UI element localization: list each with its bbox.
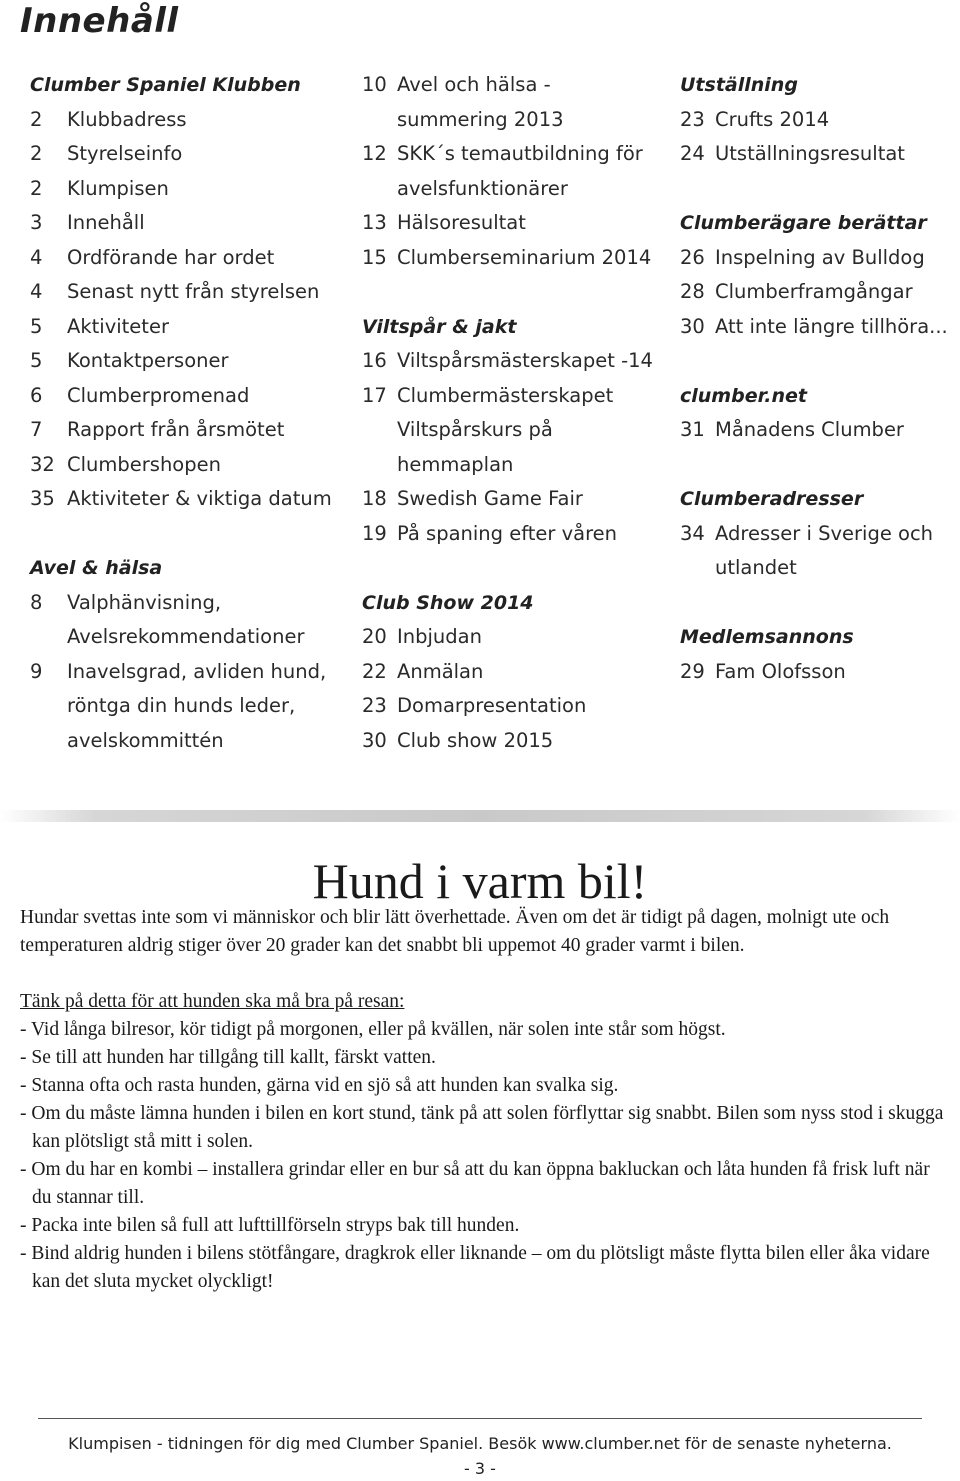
footer-text: Klumpisen - tidningen för dig med Clumber Spaniel. Besök www.clumber.net för de senaste nyheterna. [68,1434,892,1453]
toc-entry-title: Hälsoresultat [397,211,526,234]
toc-entry-page-number: 26 [680,245,705,269]
tip-item: - Om du måste lämna hunden i bilen en kort stund, tänk på att solen förflyttar sig snabbt. Bilen som nyss stod i skugga kan plötsligt stå mitt i solen. [20,1103,944,1152]
toc-spacer [680,586,960,621]
toc-entry-page-number: 28 [680,280,705,303]
toc-spacer [362,551,672,586]
toc-entry-page-number: 5 [30,314,43,338]
toc-entry [362,241,672,276]
toc-section-heading: Viltspår & jakt [362,315,517,338]
toc-entry-title: Att inte längre tillhöra... [715,314,948,338]
toc-entry-title: Clumbershopen [67,452,221,476]
toc-entry-page-number: 5 [30,349,43,372]
toc-entry [680,241,960,276]
toc-entry [680,103,960,138]
toc-entry [362,517,672,552]
toc-section-heading: Avel & hälsa [30,557,163,579]
toc-column-2 [362,68,672,758]
toc-entry-page-number: 7 [30,418,43,441]
toc-entry-title: Månadens Clumber [715,418,904,441]
page-title: Innehåll [20,1,179,41]
toc-column-1 [30,68,350,758]
toc-entry [680,655,960,690]
toc-entry-title: Innehåll [67,211,145,234]
toc-entry [362,620,672,655]
toc-entry [30,172,350,207]
toc-column-3 [680,68,960,689]
toc-entry-page-number: 19 [362,521,387,545]
article-intro: Hundar svettas inte som vi människor och blir lätt överhettade. Även om det är tidigt på dagen, molnigt ute och temperaturen aldrig stiger över 20 grader kan det snabbt bli uppemot 40 grader varmt i bilen. [20,907,890,956]
tip-item: - Stanna ofta och rasta hunden, gärna vid en sjö så att hunden kan svalka sig. [20,1075,619,1096]
toc-entry [30,448,350,483]
toc-entry-title: Domarpresentation [397,694,587,717]
toc-entry-title: Klubbadress [67,107,187,131]
toc-entry [362,206,672,241]
toc-spacer [362,275,672,310]
toc-entry-title: Clumberseminarium 2014 [397,245,652,269]
toc-entry [362,482,672,517]
article-body [20,904,950,1296]
toc-entry-title: Styrelseinfo [67,142,183,165]
toc-entry-title: Club show 2015 [397,728,554,752]
toc-section-heading: Clumberadresser [680,488,864,510]
toc-entry-title: Aktiviteter & viktiga datum [67,487,332,510]
toc-section-heading: Clumber Spaniel Klubben [30,74,301,96]
toc-entry [30,655,350,759]
toc-entry [680,517,960,586]
toc-entry [362,655,672,690]
toc-entry-page-number: 24 [680,142,705,165]
toc-entry-page-number: 35 [30,487,55,510]
toc-entry-title: Viltspårsmästerskapet -14 [397,349,653,372]
toc-entry-title: Crufts 2014 [715,107,830,131]
toc-entry [680,310,960,345]
toc-entry-page-number: 13 [362,211,387,234]
toc-entry-title: Anmälan [397,659,484,683]
toc-section-heading: Utställning [680,74,798,96]
toc-entry-title: SKK´s temautbildning för avelsfunktionärer [397,142,643,200]
toc-entry-page-number: 9 [30,659,43,683]
article-title: Hund i varm bil! [312,853,648,909]
tip-item: - Om du har en kombi – installera grindar eller en bur så att du kan öppna bakluckan och låta hunden få frisk luft när du stannar till. [20,1159,930,1208]
toc-entry [362,344,672,379]
toc-entry-page-number: 15 [362,245,387,269]
toc-entry-page-number: 8 [30,590,43,614]
toc-spacer [680,448,960,483]
toc-entry-page-number: 2 [30,176,43,200]
toc-entry-title: Clumberpromenad [67,383,250,407]
toc-entry [680,275,960,310]
toc-entry-title: Inspelning av Bulldog [715,245,925,269]
toc-entry [30,310,350,345]
toc-entry-title: Aktiviteter [67,314,169,338]
section-divider [0,810,960,822]
page-number: - 3 - [464,1459,496,1478]
toc-entry-page-number: 23 [362,694,387,717]
toc-entry-title: På spaning efter våren [397,521,618,545]
toc-entry-page-number: 3 [30,211,43,234]
toc-entry-title: Ordförande har ordet [67,245,275,269]
toc-entry-page-number: 17 [362,383,387,407]
toc-entry-page-number: 31 [680,418,705,441]
toc-entry-title: Fam Olofsson [715,659,846,683]
toc-entry-page-number: 20 [362,625,387,648]
toc-entry [30,586,350,655]
toc-entry-title: Inavelsgrad, avliden hund, röntga din hunds leder, avelskommittén [67,659,327,752]
toc-entry-title: Kontaktpersoner [67,349,229,372]
toc-entry [30,379,350,414]
toc-entry [30,206,350,241]
toc-entry [362,379,672,483]
toc-entry-title: Clumberframgångar [715,280,913,303]
toc-entry-page-number: 16 [362,349,387,372]
toc-entry [30,137,350,172]
toc-entry [362,137,672,206]
toc-entry [30,275,350,310]
toc-entry-page-number: 2 [30,107,43,131]
toc-entry-title: Valphänvisning, Avelsrekommendationer [67,590,305,648]
toc-entry [30,344,350,379]
toc-entry-title: Adresser i Sverige och utlandet [715,521,934,579]
tips-list [20,1016,950,1296]
toc-entry-title: Rapport från årsmötet [67,418,285,441]
toc-spacer [680,344,960,379]
footer-divider [38,1418,922,1419]
tip-item: - Se till att hunden har tillgång till kallt, färskt vatten. [20,1047,436,1068]
toc-entry-page-number: 30 [680,314,705,338]
toc-entry-page-number: 32 [30,452,55,476]
toc-entry [680,413,960,448]
toc-spacer [680,172,960,207]
toc-entry-page-number: 22 [362,659,387,683]
toc-entry-page-number: 4 [30,245,43,269]
toc-entry-page-number: 18 [362,487,387,510]
toc-section-heading: Clumberägare berättar [680,212,927,234]
toc-entry-page-number: 12 [362,142,387,165]
toc-entry-title: Inbjudan [397,625,482,648]
toc-entry-page-number: 34 [680,521,705,545]
toc-entry-title: Clumbermästerskapet Viltspårskurs på hemmaplan [397,383,614,476]
toc-entry-page-number: 23 [680,107,705,131]
toc-entry [30,103,350,138]
toc-section-heading: Club Show 2014 [362,591,534,614]
tips-heading: Tänk på detta för att hunden ska må bra på resan: [20,991,405,1012]
tip-item: - Bind aldrig hunden i bilens stötfångare, dragkrok eller liknande – om du plötsligt måste flytta bilen eller åka vidare kan det sluta mycket olyckligt! [20,1243,930,1292]
toc-entry-page-number: 10 [362,73,387,96]
toc-entry [362,689,672,724]
toc-entry-page-number: 30 [362,728,387,752]
toc-entry [30,413,350,448]
toc-spacer [30,517,350,552]
toc-section-heading: Medlemsannons [680,626,854,648]
tip-item: - Packa inte bilen så full att lufttillförseln stryps bak till hunden. [20,1215,520,1236]
toc-entry-page-number: 6 [30,383,43,407]
tip-item: - Vid långa bilresor, kör tidigt på morgonen, eller på kvällen, när solen inte står som högst. [20,1019,726,1040]
toc-entry [362,724,672,759]
toc-entry [30,482,350,517]
toc-entry-title: Avel och hälsa - summering 2013 [397,73,564,131]
toc-entry [30,241,350,276]
toc-entry-title: Klumpisen [67,176,169,200]
toc-entry-page-number: 29 [680,659,705,683]
toc-entry [680,137,960,172]
toc-entry-page-number: 4 [30,280,43,303]
toc-entry-title: Swedish Game Fair [397,487,583,510]
toc-entry-title: Utställningsresultat [715,142,905,165]
toc-entry-title: Senast nytt från styrelsen [67,280,320,303]
toc-entry [362,68,672,137]
toc-section-heading: clumber.net [680,384,807,407]
toc-entry-page-number: 2 [30,142,43,165]
